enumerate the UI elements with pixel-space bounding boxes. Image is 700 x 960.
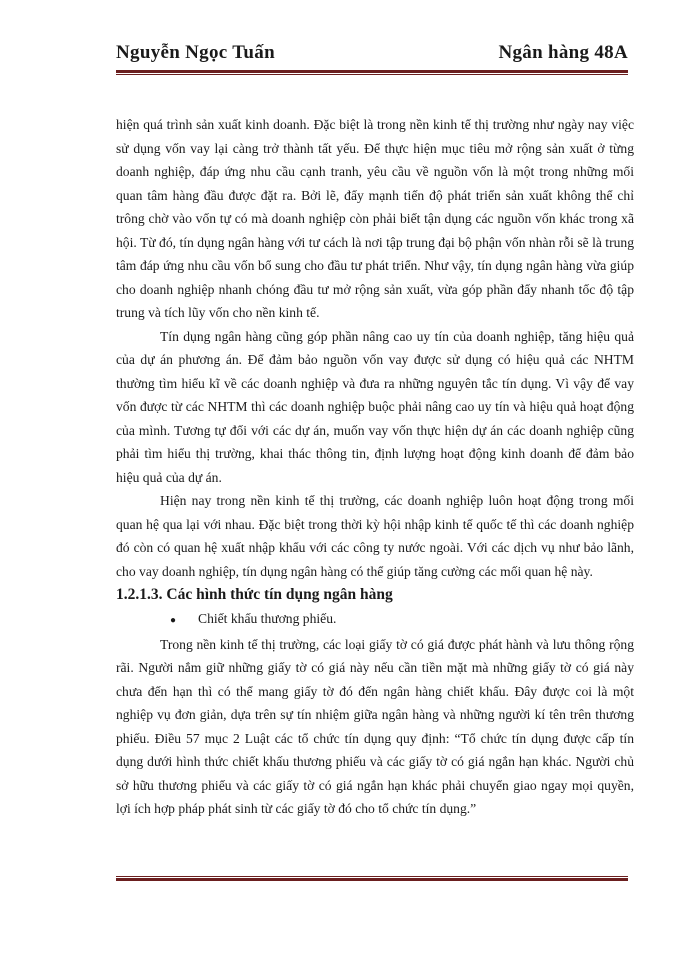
footer-rule [116,876,628,883]
bullet-text: Chiết khấu thương phiếu. [198,611,337,626]
header-rule [116,70,628,77]
paragraph-1: hiện quá trình sản xuất kinh doanh. Đặc biệt là trong nền kinh tế thị trường như ngày nay việc sử dụng vốn vay lại càng trở thành tất yếu. Để thực hiện mục tiêu mở rộng sản xuất ở từng doanh nghiệp, đáp ứng nhu cầu cạnh tranh, yêu cầu về nguồn vốn là một trong những mối quan tâm hàng đầu được đặt ra. Bởi lẽ, đẩy mạnh tiến độ phát triển sản xuất không thể chỉ trông chờ vào vốn tự có mà doanh nghiệp còn phải biết tận dụng các nguồn vốn khác trong xã hội. Từ đó, tín dụng ngân hàng với tư cách là nơi tập trung đại bộ phận vốn nhàn rỗi sẽ là trung tâm đáp ứng nhu cầu vốn bổ sung cho đầu tư phát triển. Như vậy, tín dụng ngân hàng vừa giúp cho doanh nghiệp nhanh chóng đầu tư mở rộng sản xuất, vừa góp phần đẩy nhanh tốc độ tập trung và tích lũy vốn cho nền kinh tế. [116,117,634,320]
page-header [116,42,628,64]
document-body [116,113,634,821]
header-class: Ngân hàng 48A [498,42,628,63]
section-heading: 1.2.1.3. Các hình thức tín dụng ngân hàng [116,586,393,603]
bullet-item [116,607,634,633]
paragraph-3: Hiện nay trong nền kinh tế thị trường, các doanh nghiệp luôn hoạt động trong mối quan hệ qua lại với nhau. Đặc biệt trong thời kỳ hội nhập kinh tế quốc tế thì các doanh nghiệp đó còn có quan hệ xuất nhập khẩu với các công ty nước ngoài. Với các dịch vụ như bảo lãnh, cho vay doanh nghiệp, tín dụng ngân hàng có thể giúp tăng cường các mối quan hệ này. [116,493,634,579]
paragraph-4: Trong nền kinh tế thị trường, các loại giấy tờ có giá được phát hành và lưu thông rộng rãi. Người nắm giữ những giấy tờ có giá này nếu cần tiền mặt mà những giấy tờ có giá này chưa đến hạn thì có thể mang giấy tờ đó đến ngân hàng chiết khấu. Đây được coi là một nghiệp vụ đơn giản, dựa trên sự tín nhiệm giữa ngân hàng và những người kí tên trên thương phiếu. Điều 57 mục 2 Luật các tổ chức tín dụng quy định: “Tổ chức tín dụng được cấp tín dụng dưới hình thức chiết khấu thương phiếu và các giấy tờ có giá ngắn hạn khác. Người chủ sở hữu thương phiếu và các giấy tờ có giá ngắn hạn khác phải chuyển giao ngay mọi quyền, lợi ích hợp pháp phát sinh từ các giấy tờ đó cho tổ chức tín dụng.” [116,636,634,816]
paragraph-2: Tín dụng ngân hàng cũng góp phần nâng cao uy tín của doanh nghiệp, tăng hiệu quả của dự án phương án. Để đảm bảo nguồn vốn vay được sử dụng có hiệu quả các NHTM thường tìm hiểu kĩ về các doanh nghiệp và đưa ra những nguyên tắc tín dụng. Vì vậy để vay vốn được từ các NHTM thì các doanh nghiệp buộc phải nâng cao uy tín và hiệu quả hoạt động của mình. Tương tự đối với các dự án, muốn vay vốn thực hiện dự án các doanh nghiệp cũng phải tìm hiểu thị trường, khai thác thông tin, định lượng hoạt động kinh doanh để đảm bảo hiệu quả của dự án. [116,328,634,485]
header-author: Nguyễn Ngọc Tuấn [116,42,275,63]
bullet-icon: ● [170,615,177,626]
